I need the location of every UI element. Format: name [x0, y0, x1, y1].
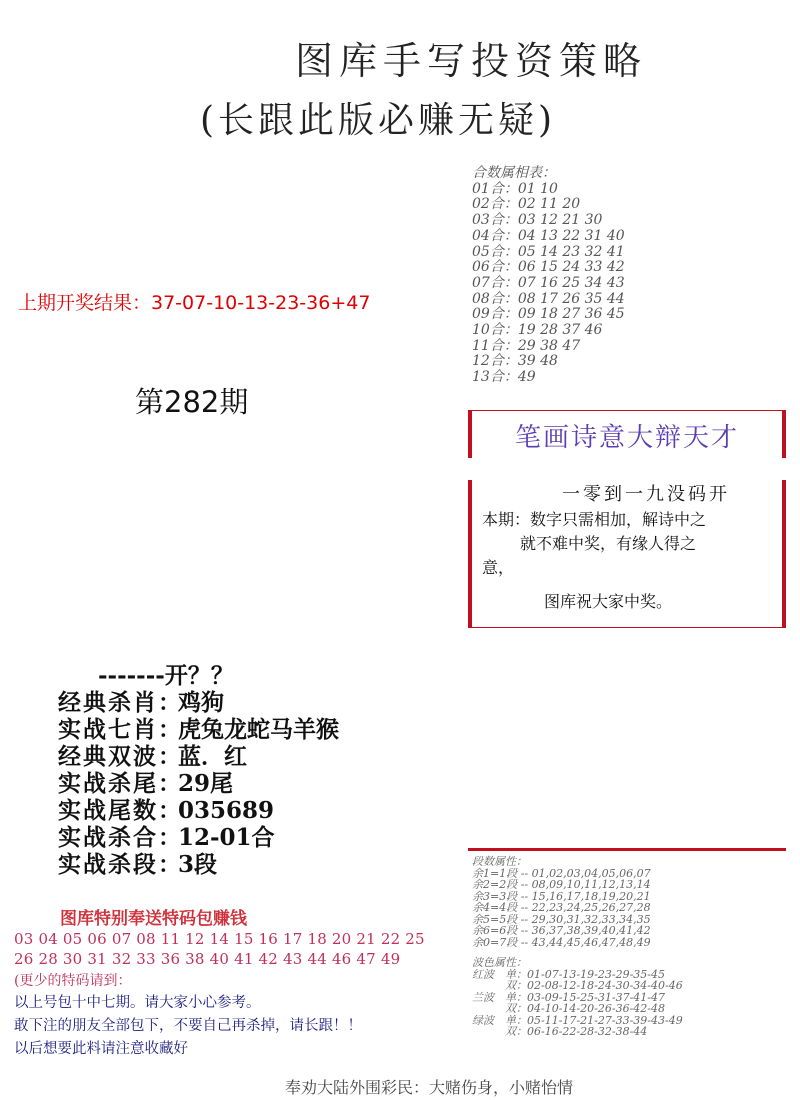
segment-heading: 段数属性：	[472, 855, 527, 868]
tip-value: 035689	[178, 797, 275, 824]
poem-line-4: 意，	[482, 558, 515, 577]
tip-row	[58, 689, 339, 716]
tips-header: -------开？？	[98, 662, 234, 689]
tip-label: 实战杀尾：	[58, 770, 183, 797]
last-draw-result: 上期开奖结果：37-07-10-13-23-36+47	[18, 292, 371, 314]
poem-blessing: 图库祝大家中奖。	[544, 592, 673, 611]
segment-row: 余2=2段 -- 08,09,10,11,12,13,14	[472, 878, 651, 891]
tip-label: 实战尾数：	[58, 797, 183, 824]
segment-row: 余0=7段 -- 43,44,45,46,47,48,49	[472, 935, 651, 949]
segment-row: 余3=3段 -- 15,16,17,18,19,20,21	[472, 889, 651, 903]
he-table-row: 09合：09 18 27 36 45	[472, 306, 625, 323]
wave-row: 兰波 单：03-09-15-25-31-37-41-47	[472, 990, 665, 1004]
tip-value: 鸡狗	[178, 689, 224, 716]
page-title: 图库手写投资策略	[295, 39, 648, 83]
tip-value: 12-01合	[178, 824, 275, 851]
segment-row: 余1=1段 -- 01,02,03,04,05,06,07	[472, 866, 651, 880]
he-table	[472, 166, 625, 386]
tip-label: 实战杀合：	[58, 824, 183, 851]
segment-row: 余6=6段 -- 36,37,38,39,40,41,42	[472, 924, 651, 937]
special-heading: 图库特别奉送特码包赚钱	[60, 909, 247, 929]
tip-value: 29尾	[178, 770, 234, 797]
segment-row: 余5=5段 -- 29,30,31,32,33,34,35	[472, 912, 651, 926]
poem-line-2: 本期：数字只需相加，解诗中之	[482, 510, 707, 529]
wave-row: 双：06-16-22-28-32-38-44	[472, 1025, 648, 1038]
tip-label: 经典双波：	[58, 743, 183, 770]
tip-label: 实战七肖：	[58, 716, 183, 743]
issue-number: 第282期	[135, 385, 249, 419]
he-table-row: 03合：03 12 21 30	[472, 212, 603, 229]
tip-row	[58, 770, 339, 797]
special-note-2: 敢下注的朋友全部包下，不要自己再杀掉，请长跟！！	[14, 1018, 362, 1034]
he-table-row: 12合：39 48	[472, 353, 558, 370]
tip-label: 经典杀肖：	[58, 689, 183, 716]
wave-heading: 波色属性：	[472, 956, 527, 969]
segment-table	[472, 856, 683, 1038]
he-table-row: 07合：07 16 25 34 43	[472, 274, 625, 291]
tip-row	[58, 824, 339, 851]
page-subtitle: (长跟此版必赚无疑)	[200, 100, 557, 141]
he-table-row: 10合：19 28 37 46	[472, 322, 603, 339]
he-table-row: 02合：02 11 20	[472, 196, 581, 213]
wave-row: 双：04-10-14-20-26-36-42-48	[472, 1002, 665, 1015]
wave-row: 红波 单：01-07-13-19-23-29-35-45	[472, 967, 665, 981]
poem-line-1: 一零到一九没码开	[562, 484, 730, 505]
he-table-row: 01合：01 10	[472, 180, 558, 197]
he-table-row: 05合：05 14 23 32 41	[472, 243, 625, 260]
special-numbers-line-1: 03 04 05 06 07 08 11 12 14 15 16 17 18 20 21 22 25	[14, 930, 425, 948]
tip-value: 3段	[178, 851, 218, 878]
special-note-3: 以后想要此料请注意收藏好	[14, 1041, 188, 1057]
tip-label: 实战杀段：	[58, 851, 183, 878]
he-table-row: 13合：49	[472, 369, 536, 386]
he-table-row: 11合：29 38 47	[472, 337, 581, 354]
he-table-heading: 合数属相表：	[472, 165, 556, 181]
special-numbers-line-2: 26 28 30 31 32 33 36 38 40 41 42 43 44 46 47 49	[14, 950, 401, 968]
tip-value: 虎兔龙蛇马羊猴	[178, 716, 339, 743]
tip-row	[58, 851, 339, 878]
poem-title-box	[468, 410, 786, 458]
he-table-row: 04合：04 13 22 31 40	[472, 227, 625, 244]
tips-block	[58, 662, 339, 878]
divider	[468, 848, 786, 851]
he-table-row: 08合：08 17 26 35 44	[472, 290, 625, 307]
segment-row: 余4=4段 -- 22,23,24,25,26,27,28	[472, 901, 651, 914]
tip-row	[58, 716, 339, 743]
special-note-1: 以上号包十中七期。请大家小心参考。	[14, 995, 261, 1011]
poem-box	[468, 480, 786, 628]
tip-value: 蓝．红	[178, 743, 247, 770]
wave-row: 绿波 单：05-11-17-21-27-33-39-43-49	[472, 1013, 683, 1027]
footer-note: 奉劝大陆外围彩民：大赌伤身，小赌怡情	[285, 1078, 574, 1097]
he-table-row: 06合：06 15 24 33 42	[472, 259, 625, 276]
wave-row: 双：02-08-12-18-24-30-34-40-46	[472, 979, 683, 992]
poem-line-3: 就不难中奖，有缘人得之	[520, 534, 697, 553]
poem-title: 笔画诗意大辩天才	[514, 423, 739, 453]
special-more: (更少的特码请到：	[14, 973, 132, 989]
tip-row	[58, 797, 339, 824]
tip-row	[58, 743, 339, 770]
